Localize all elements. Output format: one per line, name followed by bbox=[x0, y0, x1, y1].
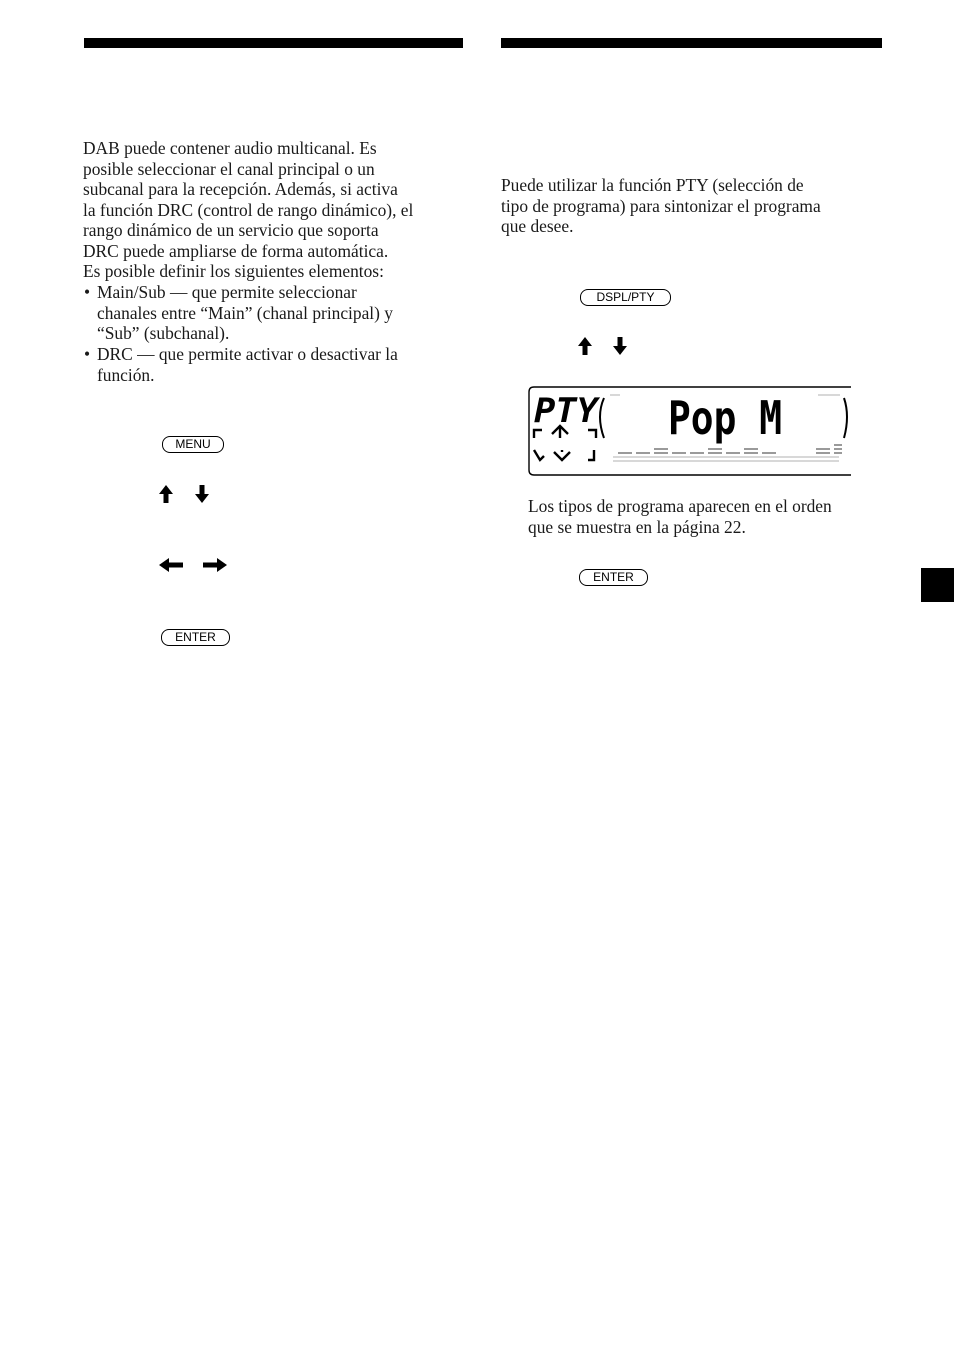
down-arrow-icon bbox=[195, 485, 209, 503]
lcd-display bbox=[528, 386, 852, 477]
enter-key-right: ENTER bbox=[579, 569, 648, 586]
left-arrow-icon bbox=[159, 558, 183, 572]
menu-key: MENU bbox=[162, 436, 224, 453]
enter-key-left: ENTER bbox=[161, 629, 230, 646]
bullet-mark: • bbox=[84, 344, 91, 364]
section-index-tab bbox=[921, 568, 954, 602]
bullet-mark: • bbox=[84, 282, 91, 302]
right-intro-paragraph: Puede utilizar la función PTY (selección de tipo de programa) para sintonizar el programa que desee. bbox=[501, 175, 821, 236]
left-intro-paragraph: DAB puede contener audio multicanal. Es posible seleccionar el canal principal o un subcanal para la recepción. Además, si activa la función DRC (control de rango dinámico), el rango dinámico de un servicio que soporta DRC puede ampliarse de forma automática. Es posible definir los siguientes elementos: bbox=[83, 138, 414, 281]
up-arrow-icon bbox=[578, 337, 592, 355]
left-section-rule bbox=[84, 38, 463, 48]
right-arrow-icon bbox=[203, 558, 227, 572]
dspl-pty-key: DSPL/PTY bbox=[580, 289, 671, 306]
lcd-program-value: Pop M bbox=[668, 391, 782, 445]
right-section-rule bbox=[501, 38, 882, 48]
up-arrow-icon bbox=[159, 485, 173, 503]
down-arrow-icon bbox=[613, 337, 627, 355]
lcd-pty-label: PTY bbox=[534, 391, 601, 431]
right-note-paragraph: Los tipos de programa aparecen en el orden que se muestra en la página 22. bbox=[528, 496, 832, 537]
